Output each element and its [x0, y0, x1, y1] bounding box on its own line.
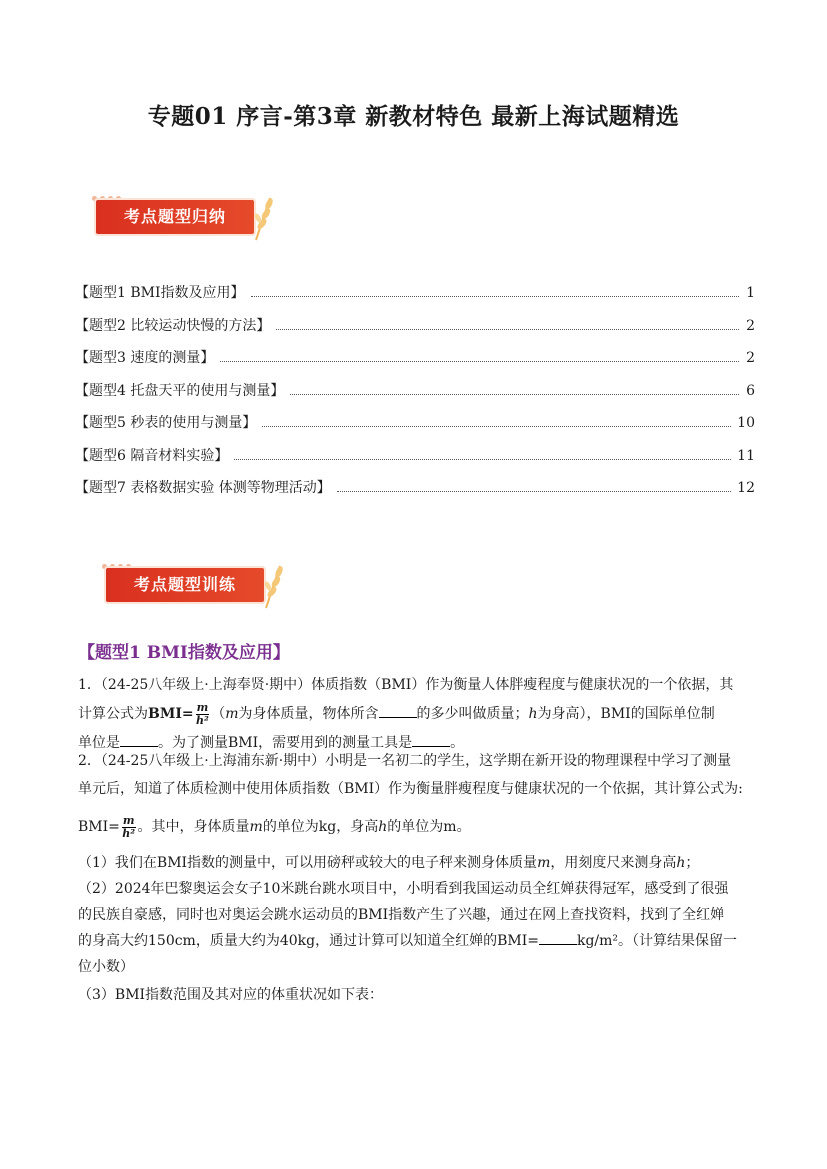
var-h: h [676, 855, 686, 871]
q2-sub-2-line-1: （2）2024年巴黎奥运会女子10米跳台跳水项目中，小明看到我国运动员全红婵获得冠军，感受到了很强 [78, 881, 729, 897]
q2-sub-2-line-4: 位小数） [78, 959, 134, 975]
var-h: h [378, 819, 388, 835]
section-banner-training [98, 554, 288, 614]
banner-label: 考点题型训练 [133, 575, 236, 594]
section-heading: 【题型1 BMI指数及应用】 [78, 643, 290, 663]
toc-entry-page: 12 [737, 480, 755, 496]
q2-line-2: 单元后，知道了体质检测中使用体质指数（BMI）作为衡量胖瘦程度与健康状况的一个依据，其计算公式为: [78, 781, 743, 797]
var-h: h [528, 706, 538, 722]
answer-blank[interactable] [412, 732, 450, 747]
text: 的单位为kg，身高 [262, 819, 379, 835]
toc-leader [251, 296, 739, 297]
toc-entry[interactable] [75, 282, 755, 315]
toc-entry[interactable] [75, 380, 755, 413]
text: 单位是 [78, 735, 120, 751]
toc-entry[interactable] [75, 347, 755, 380]
toc-entry[interactable] [75, 412, 755, 445]
text: 的多少叫做质量； [416, 706, 529, 722]
toc-leader [220, 361, 739, 362]
q2-sub-2-line-3 [78, 930, 754, 952]
page-title: 专题01 序言-第3章 新教材特色 最新上海试题精选 [147, 103, 680, 130]
text: 。其中，身体质量 [137, 819, 250, 835]
toc-entry-page: 11 [737, 447, 755, 464]
banner-label: 考点题型归纳 [123, 207, 226, 226]
toc-entry-page: 6 [746, 382, 755, 399]
text: （1）我们在BMI指数的测量中，可以用磅秤或较大的电子秤来测身体质量 [78, 855, 538, 871]
toc-entry-label: 【题型5 秒表的使用与测量】 [75, 415, 257, 431]
toc-entry-page: 10 [737, 415, 755, 431]
text: （ [211, 706, 226, 722]
var-m: m [225, 706, 239, 722]
toc-entry-label: 【题型1 BMI指数及应用】 [75, 285, 245, 301]
text: 。为了测量BMI，需要用到的测量工具是 [158, 735, 413, 751]
toc-leader [234, 459, 731, 460]
bmi-fraction [122, 815, 136, 840]
answer-blank[interactable] [379, 703, 417, 718]
question-1 [78, 674, 754, 754]
toc-entry[interactable] [75, 445, 755, 478]
wheat-icon [250, 192, 276, 242]
q2-sub-1 [78, 852, 754, 874]
fraction-numerator: m [122, 813, 135, 827]
toc-entry-page: 2 [746, 317, 755, 334]
text: 。 [450, 735, 465, 751]
fraction-denominator: h² [122, 826, 136, 840]
text: ，用刻度尺来测身高 [550, 855, 677, 871]
toc-entry-label: 【题型3 速度的测量】 [75, 350, 215, 366]
text: 的身高大约150cm，质量大约为40kg，通过计算可以知道全红婵的BMI= [78, 933, 539, 949]
toc-leader [337, 491, 731, 492]
q1-line-1: 1．（24-25八年级上·上海奉贤·期中）体质指数（BMI）作为衡量人体胖瘦程度与健康状况的一个依据，其 [78, 677, 734, 693]
toc-entry-label: 【题型4 托盘天平的使用与测量】 [75, 382, 285, 399]
toc-entry-label: 【题型6 隔音材料实验】 [75, 447, 229, 464]
text: 为身高），BMI的国际单位制 [537, 706, 715, 722]
toc-entry-page: 2 [746, 350, 755, 366]
bmi-fraction [196, 702, 210, 727]
var-m: m [249, 819, 263, 835]
toc-entry-label: 【题型2 比较运动快慢的方法】 [75, 317, 271, 334]
text: 的单位为m。 [387, 819, 471, 835]
table-of-contents [75, 282, 755, 510]
toc-leader [262, 426, 731, 427]
wheat-icon [260, 560, 286, 610]
fraction-numerator: m [196, 700, 209, 714]
q2-line-1: 2．（24-25八年级上·上海浦东新·期中）小明是一名初二的学生，这学期在新开设的物理课程中学习了测量 [78, 753, 732, 769]
toc-entry-label: 【题型7 表格数据实验 体测等物理活动】 [75, 480, 331, 496]
toc-entry[interactable] [75, 477, 755, 510]
answer-blank[interactable] [539, 930, 577, 945]
text: kg/m²。（计算结果保留一 [576, 933, 738, 949]
answer-blank[interactable] [120, 732, 158, 747]
q1-line-2 [78, 700, 754, 728]
formula-lhs: BMI= [148, 706, 194, 722]
q2-line-3 [78, 812, 754, 842]
toc-entry[interactable] [75, 315, 755, 348]
text: 计算公式为 [78, 706, 148, 722]
q2-sub-3: （3）BMI指数范围及其对应的体重状况如下表： [78, 987, 384, 1003]
q2-sub-2-line-2: 的民族自豪感，同时也对奥运会跳水运动员的BMI指数产生了兴趣，通过在网上查找资料，找到了全红婵 [78, 907, 725, 923]
text: BMI= [78, 819, 120, 835]
section-banner-summary [88, 186, 278, 246]
question-2 [78, 750, 754, 1006]
toc-entry-page: 1 [746, 285, 755, 301]
text: ； [685, 855, 700, 871]
var-m: m [537, 855, 551, 871]
fraction-denominator: h² [196, 713, 209, 727]
toc-leader [290, 394, 739, 395]
toc-leader [276, 329, 739, 330]
text: 为身体质量，物体所含 [238, 706, 379, 722]
